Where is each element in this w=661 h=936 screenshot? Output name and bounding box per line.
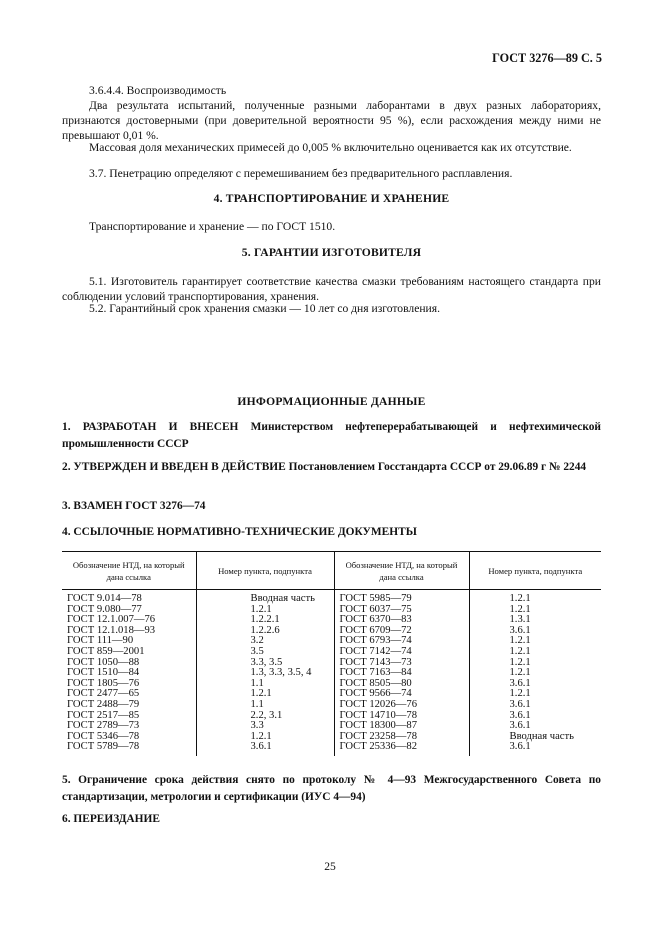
page-number: 25	[324, 860, 336, 873]
clause-cell: 1.2.1	[196, 605, 334, 616]
ntd-cell: ГОСТ 111—90	[67, 635, 134, 647]
clause-cell: 1.1	[196, 679, 334, 690]
clause-cell: 1.2.2.6	[196, 626, 334, 637]
ntd-cell: ГОСТ 7163—84	[334, 668, 469, 679]
table-body	[62, 590, 601, 756]
clause-cell: 1.2.1	[196, 689, 334, 700]
clause-cell: 3.6.1	[469, 711, 601, 722]
clause-cell: 1.2.1	[469, 668, 601, 679]
ntd-cell: ГОСТ 12.1.007—76	[67, 614, 156, 626]
clause-cell: 3.6.1	[469, 626, 601, 637]
section-4-heading: 4. ТРАНСПОРТИРОВАНИЕ И ХРАНЕНИЕ	[213, 192, 450, 205]
clause-cell: 1.2.1	[469, 658, 601, 669]
ntd-cell: ГОСТ 2488—79	[67, 698, 140, 710]
clause-cell: 1.1	[196, 700, 334, 711]
clause-cell: 1.2.1	[469, 647, 601, 658]
ntd-cell: ГОСТ 1050—88	[67, 656, 140, 668]
ntd-cell: ГОСТ 14710—78	[334, 711, 469, 722]
ntd-cell: ГОСТ 7143—73	[334, 658, 469, 669]
clause-3-6-4-4-title: 3.6.4.4. Воспроизводимость	[89, 84, 227, 97]
clause-cell: Вводная часть	[196, 590, 334, 605]
clause-cell: 1.3.1	[469, 615, 601, 626]
clause-cell: 1.2.1	[469, 605, 601, 616]
clause-3-7: 3.7. Пенетрацию определяют с перемешиванием без предварительного расплавления.	[89, 167, 513, 180]
ntd-cell: ГОСТ 859—2001	[67, 645, 145, 657]
info-item-2: 2. УТВЕРЖДЕН И ВВЕДЕН В ДЕЙСТВИЕ Постановлением Госстандарта СССР от 29.06.89 г № 2244	[62, 461, 587, 473]
clause-cell: 3.6.1	[469, 700, 601, 711]
col-header-clause-left: Номер пункта, подпункта	[196, 552, 334, 590]
clause-cell: 2.2, 3.1	[196, 711, 334, 722]
ntd-cell: ГОСТ 1510—84	[67, 667, 140, 679]
ntd-cell: ГОСТ 12026—76	[334, 700, 469, 711]
ntd-cell: ГОСТ 6037—75	[334, 605, 469, 616]
clause-cell: 3.2	[196, 636, 334, 647]
table-row	[62, 700, 601, 711]
ntd-cell: ГОСТ 9.080—77	[67, 603, 142, 615]
clause-cell: 3.5	[196, 647, 334, 658]
ntd-cell: ГОСТ 7142—74	[334, 647, 469, 658]
col-header-clause-right: Номер пункта, подпункта	[469, 552, 601, 590]
ntd-cell: ГОСТ 2477—65	[67, 688, 140, 700]
ntd-cell: ГОСТ 12.1.018—93	[67, 624, 156, 636]
info-item-1: 1. РАЗРАБОТАН И ВНЕСЕН Министерством нефтеперерабатывающей и нефтехимической промышленности СССР	[62, 421, 601, 450]
mass-fraction-paragraph: Массовая доля механических примесей до 0,005 % включительно оценивается как их отсутствие.	[89, 141, 572, 154]
clause-cell: 3.6.1	[469, 721, 601, 732]
ntd-cell: ГОСТ 2517—85	[67, 709, 140, 721]
ntd-cell: ГОСТ 9.014—78	[67, 593, 142, 604]
clause-cell: 3.3	[196, 721, 334, 732]
ntd-cell: ГОСТ 6793—74	[334, 636, 469, 647]
section-4-text: Транспортирование и хранение — по ГОСТ 1510.	[89, 220, 336, 233]
clause-5-2: 5.2. Гарантийный срок хранения смазки — 10 лет со дня изготовления.	[89, 302, 440, 315]
clause-cell: 1.3, 3.3, 3.5, 4	[196, 668, 334, 679]
ntd-cell: ГОСТ 9566—74	[334, 689, 469, 700]
info-item-5: 5. Ограничение срока действия снято по протоколу № 4—93 Межгосударственного Совета по стандартизации, метрологии и сертификации (ИУС 4—94)	[62, 774, 601, 803]
info-heading: ИНФОРМАЦИОННЫЕ ДАННЫЕ	[237, 395, 426, 408]
section-5-heading: 5. ГАРАНТИИ ИЗГОТОВИТЕЛЯ	[241, 246, 422, 259]
clause-cell: 3.3, 3.5	[196, 658, 334, 669]
clause-cell: Вводная часть	[469, 732, 601, 743]
col-header-ntd-left: Обозначение НТД, на который дана ссылка	[62, 552, 196, 590]
references-table-wrap	[62, 551, 601, 756]
clause-cell: 1.2.1	[469, 636, 601, 647]
ntd-cell: ГОСТ 18300—87	[334, 721, 469, 732]
ntd-cell: ГОСТ 8505—80	[334, 679, 469, 690]
references-table	[62, 552, 601, 756]
table-row	[62, 742, 601, 756]
page-header: ГОСТ 3276—89 С. 5	[492, 51, 602, 65]
ntd-cell: ГОСТ 6709—72	[334, 626, 469, 637]
clause-3-6-4-4-text: Два результата испытаний, полученные разными лаборантами в двух разных лабораториях, признаются достоверными (при доверительной вероятности 95 %), если расхождения между ними не превышают 0,01 %.	[62, 99, 601, 142]
info-item-6: 6. ПЕРЕИЗДАНИЕ	[62, 813, 160, 825]
clause-5-1: 5.1. Изготовитель гарантирует соответствие качества смазки требованиям настоящего стандарта при соблюдении условий транспортирования, хранения.	[62, 275, 601, 303]
table-row	[62, 590, 601, 605]
clause-cell: 1.2.1	[196, 732, 334, 743]
info-item-4: 4. ССЫЛОЧНЫЕ НОРМАТИВНО-ТЕХНИЧЕСКИЕ ДОКУМЕНТЫ	[62, 526, 417, 538]
ntd-cell: ГОСТ 1805—76	[67, 677, 140, 689]
ntd-cell: ГОСТ 2789—73	[67, 720, 140, 732]
clause-cell: 1.2.1	[469, 689, 601, 700]
table-row	[62, 647, 601, 658]
clause-cell: 1.2.1	[469, 590, 601, 605]
ntd-cell: ГОСТ 25336—82	[334, 742, 469, 756]
col-header-ntd-right: Обозначение НТД, на который дана ссылка	[334, 552, 469, 590]
table-header-row	[62, 552, 601, 590]
ntd-cell: ГОСТ 5346—78	[67, 730, 140, 742]
ntd-cell: ГОСТ 6370—83	[334, 615, 469, 626]
clause-cell: 1.2.2.1	[196, 615, 334, 626]
ntd-cell: ГОСТ 5985—79	[334, 590, 469, 605]
clause-cell: 3.6.1	[469, 742, 601, 756]
ntd-cell: ГОСТ 5789—78	[67, 741, 140, 753]
clause-cell: 3.6.1	[196, 742, 334, 756]
info-item-3: 3. ВЗАМЕН ГОСТ 3276—74	[62, 500, 206, 512]
ntd-cell: ГОСТ 23258—78	[334, 732, 469, 743]
clause-cell: 3.6.1	[469, 679, 601, 690]
